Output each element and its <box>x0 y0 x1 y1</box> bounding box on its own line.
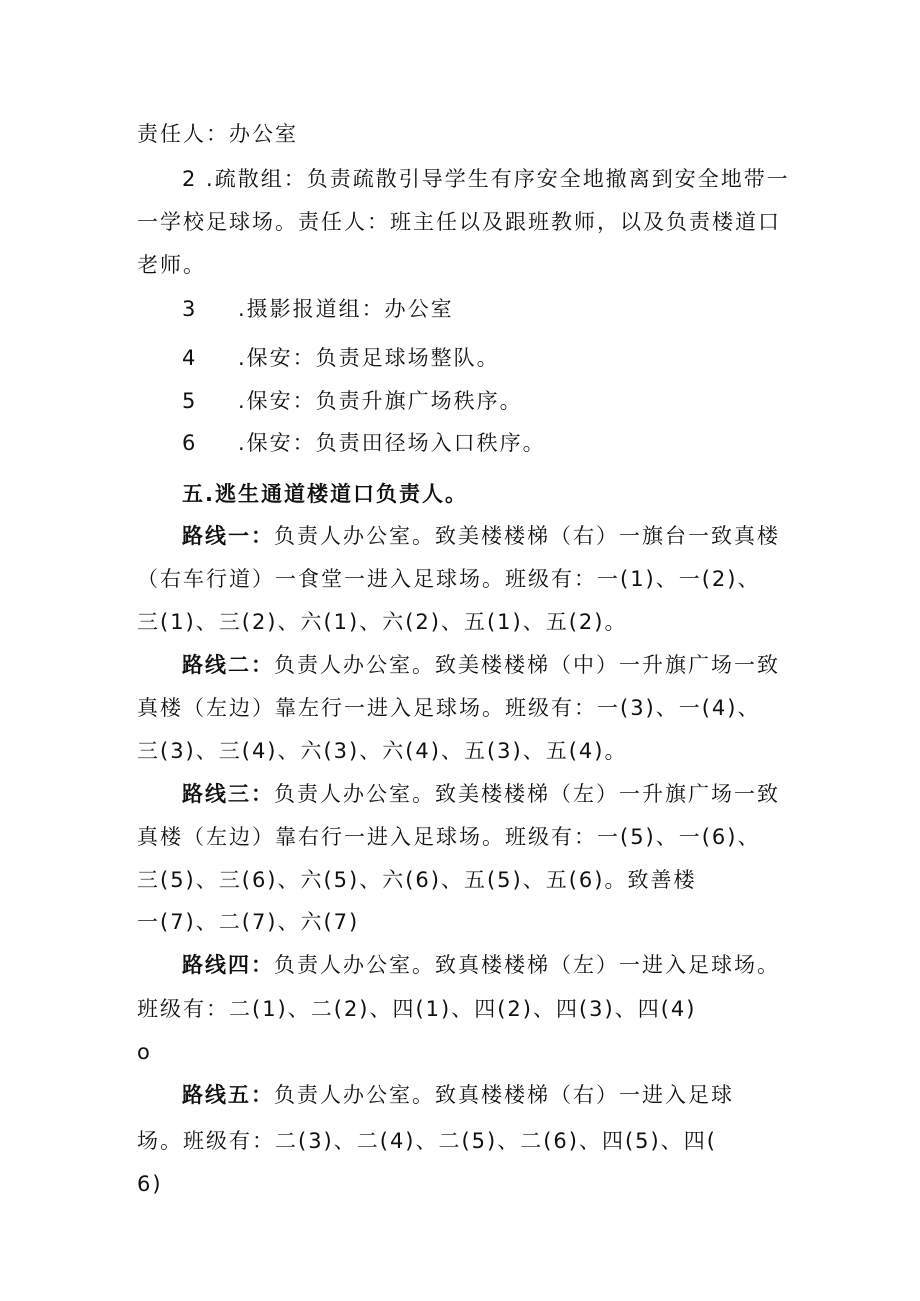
section-heading: 五.逃生通道楼道口负责人。 <box>182 482 468 506</box>
list-number: 4 <box>182 346 198 370</box>
text-line: 一学校足球场。责任人：班主任以及跟班教师，以及负责楼道口 <box>137 210 781 234</box>
text-line: 2 .疏散组：负责疏散引导学生有序安全地撤离到安全地带一 <box>182 167 790 191</box>
list-item <box>182 387 523 415</box>
list-number: 5 <box>182 389 198 413</box>
list-text: .保安：负责足球场整队。 <box>238 346 500 370</box>
route-line <box>182 651 780 679</box>
text-line: 班级有：二(1)、二(2)、四(1)、四(2)、四(3)、四(4) <box>137 997 697 1021</box>
route-text: 负责人办公室。致真楼楼梯（右）一进入足球 <box>274 1083 734 1107</box>
route-text: 负责人办公室。致真楼楼梯（左）一进入足球场。 <box>274 953 780 977</box>
route-label: 路线三： <box>182 782 274 806</box>
text-line: 场。班级有：二(3)、二(4)、二(5)、二(6)、四(5)、四( <box>137 1129 717 1153</box>
text-line: 三(3)、三(4)、六(3)、六(4)、五(3)、五(4)。 <box>137 739 628 763</box>
text-line: 真楼（左边）靠右行一进入足球场。班级有：一(5)、一(6)、 <box>137 825 761 849</box>
route-text: 负责人办公室。致美楼楼梯（中）一升旗广场一致 <box>274 653 780 677</box>
route-text: 负责人办公室。致美楼楼梯（右）一旗台一致真楼 <box>274 524 780 548</box>
route-label: 路线四： <box>182 953 274 977</box>
list-text: .摄影报道组：办公室 <box>238 297 454 321</box>
text-line: o <box>137 1040 152 1064</box>
route-line <box>182 951 780 979</box>
text-line: （右车行道）一食堂一进入足球场。班级有：一(1)、一(2)、 <box>137 567 761 591</box>
text-line: 责任人：办公室 <box>137 122 298 146</box>
list-number: 6 <box>182 431 198 455</box>
text-line: 真楼（左边）靠左行一进入足球场。班级有：一(3)、一(4)、 <box>137 696 761 720</box>
text-line: 一(7)、二(7)、六(7) <box>137 910 360 934</box>
route-label: 路线五： <box>182 1083 274 1107</box>
text-line: 老师。 <box>137 253 206 277</box>
list-item <box>182 295 454 323</box>
text-line: 6) <box>137 1172 163 1196</box>
list-text: .保安：负责田径场入口秩序。 <box>238 431 546 455</box>
route-line <box>182 522 780 550</box>
route-line <box>182 1081 734 1109</box>
route-label: 路线一： <box>182 524 274 548</box>
route-line <box>182 780 780 808</box>
route-text: 负责人办公室。致美楼楼梯（左）一升旗广场一致 <box>274 782 780 806</box>
list-text: .保安：负责升旗广场秩序。 <box>238 389 523 413</box>
list-item <box>182 429 546 457</box>
route-label: 路线二： <box>182 653 274 677</box>
list-item <box>182 344 500 372</box>
list-number: 3 <box>182 297 198 321</box>
text-line: 三(1)、三(2)、六(1)、六(2)、五(1)、五(2)。 <box>137 610 628 634</box>
text-line: 三(5)、三(6)、六(5)、六(6)、五(5)、五(6)。致善楼 <box>137 868 697 892</box>
